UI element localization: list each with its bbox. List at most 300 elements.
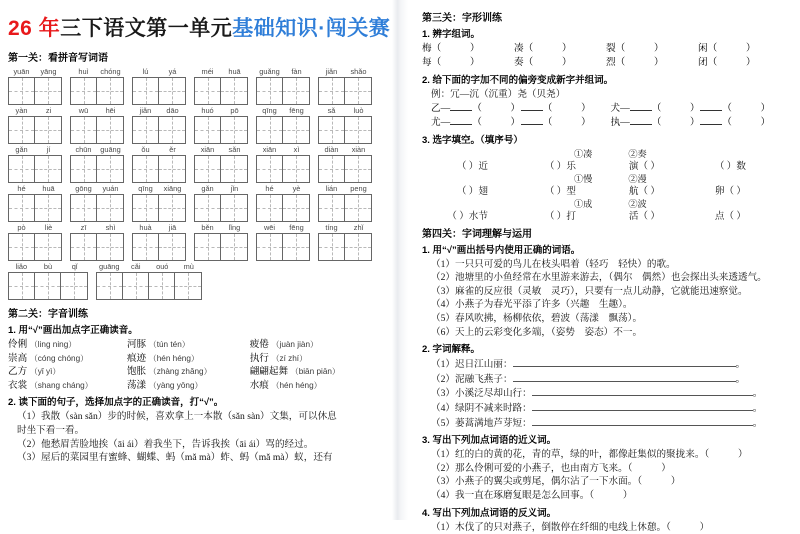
fill-answer-item[interactable]: （ ）水节 <box>422 210 488 223</box>
tianzige-cell[interactable] <box>61 273 87 299</box>
tianzige-cell[interactable] <box>319 156 345 182</box>
explain-item <box>422 372 790 387</box>
pronunciation-options[interactable]: （hén héng） <box>149 354 200 363</box>
fill-answer-item[interactable]: 航（ ） <box>576 185 660 198</box>
explain-item <box>422 416 790 431</box>
synonym-item[interactable]: （2）那么伶俐可爱的小燕子，也由南方飞来。（ ） <box>422 462 790 476</box>
pinyin-syllable: xì <box>283 144 310 155</box>
answer-blank[interactable] <box>450 102 472 111</box>
pinyin-word-group <box>8 261 88 300</box>
fill-option-row <box>422 148 790 160</box>
radical-base-char: 尤— <box>431 117 450 128</box>
synonym-item[interactable]: （4）我一直在琢磨复眼是怎么回事。（ ） <box>422 489 790 503</box>
tianzige-cell[interactable] <box>97 195 123 221</box>
pronunciation-options[interactable]: （biān piān） <box>291 367 341 376</box>
character-fill-groups <box>422 148 790 223</box>
tianzige-cell[interactable] <box>221 117 247 143</box>
pronunciation-options[interactable]: （hén héng） <box>271 381 322 390</box>
tianzige-box-group[interactable] <box>70 194 124 222</box>
tianzige-box-group[interactable] <box>96 272 202 300</box>
tianzige-box-group[interactable] <box>318 194 372 222</box>
answer-blank[interactable] <box>630 116 652 125</box>
answer-blank[interactable] <box>532 401 753 411</box>
distinguish-item[interactable]: 烈（ ） <box>606 56 698 70</box>
tianzige-cell[interactable] <box>345 156 371 182</box>
pinyin-syllable: fēng <box>283 105 310 116</box>
tianzige-cell[interactable] <box>97 156 123 182</box>
word-choice-item[interactable]: （4）小燕子为春光平添了许多（兴趣 生趣）。 <box>422 298 790 312</box>
tianzige-cell[interactable] <box>345 195 371 221</box>
tianzige-cell[interactable] <box>319 234 345 260</box>
tianzige-cell[interactable] <box>97 78 123 104</box>
distinguish-item[interactable]: 奏（ ） <box>514 56 606 70</box>
level3-q3-title: 3. 选字填空。（填序号） <box>422 132 790 146</box>
pinyin-word-group <box>70 222 124 261</box>
radical-item[interactable] <box>611 116 701 130</box>
word-choice-item[interactable]: （3）麻雀的反应很（灵敏 灵巧），只要有一点儿动静，它就能迅速察觉。 <box>422 285 790 299</box>
tianzige-cell[interactable] <box>283 234 309 260</box>
antonym-item[interactable]: （1）木伐了的只对燕子，倒散停在纤细的电线上休憩。（ ） <box>422 521 790 534</box>
tianzige-box-group[interactable] <box>70 233 124 261</box>
tianzige-box-group[interactable] <box>256 116 310 144</box>
distinguish-item[interactable]: 凑（ ） <box>514 42 606 56</box>
pronunciation-options[interactable]: （zí zhí） <box>271 354 307 363</box>
answer-blank[interactable] <box>513 372 736 382</box>
tianzige-cell[interactable] <box>319 78 345 104</box>
pinyin-syllable: sǎn <box>221 144 248 155</box>
pinyin-syllable: yuán <box>97 183 124 194</box>
pinyin-row <box>8 183 384 222</box>
tianzige-cell[interactable] <box>133 117 159 143</box>
pinyin-syllable: ǒu <box>132 144 159 155</box>
pronunciation-options[interactable]: （tún tén） <box>149 340 190 349</box>
pinyin-label-row <box>70 183 124 194</box>
tianzige-box-group[interactable] <box>256 233 310 261</box>
tianzige-box-group[interactable] <box>132 116 186 144</box>
pinyin-label-row <box>132 183 186 194</box>
tianzige-cell[interactable] <box>195 195 221 221</box>
tianzige-box-group[interactable] <box>70 77 124 105</box>
tianzige-cell[interactable] <box>345 78 371 104</box>
tianzige-box-group[interactable] <box>194 116 248 144</box>
tianzige-box-group[interactable] <box>194 77 248 105</box>
answer-blank[interactable] <box>513 357 736 367</box>
tianzige-box-group[interactable] <box>318 155 372 183</box>
pinyin-syllable: yè <box>283 183 310 194</box>
level-2-heading: 第二关：字音训练 <box>8 305 384 320</box>
pronunciation-item[interactable] <box>8 379 127 393</box>
answer-blank[interactable] <box>450 116 472 125</box>
pronunciation-item[interactable] <box>250 352 384 366</box>
pinyin-word-group <box>132 222 186 261</box>
fill-option-2: ②漫 <box>628 174 646 184</box>
fill-option-1: ①凑 <box>574 149 592 159</box>
pronunciation-row <box>8 338 384 352</box>
word-choice-item[interactable]: （1）一只只可爱的鸟儿在枝头唱着（轻巧 轻快）的歌。 <box>422 258 790 272</box>
tianzige-box-group[interactable] <box>318 116 372 144</box>
tianzige-cell[interactable] <box>175 273 201 299</box>
pinyin-syllable: hēi <box>97 105 124 116</box>
tianzige-cell[interactable] <box>195 156 221 182</box>
distinguish-row <box>422 56 790 70</box>
distinguish-item[interactable]: 梅（ ） <box>422 42 514 56</box>
level-1-heading: 第一关：看拼音写词语 <box>8 49 384 64</box>
level2-q1-title: 1. 用“√”画出加点字正确读音。 <box>8 322 384 336</box>
tianzige-cell[interactable] <box>97 234 123 260</box>
pinyin-word-group <box>194 222 248 261</box>
tianzige-cell[interactable] <box>133 195 159 221</box>
radical-base-char: 乙— <box>431 103 450 114</box>
fill-answer-item[interactable]: （ ）近 <box>422 160 488 173</box>
fill-answer-item[interactable]: 点（ ） <box>660 210 746 223</box>
tianzige-cell[interactable] <box>9 234 35 260</box>
radical-item[interactable] <box>431 102 521 116</box>
pinyin-syllable: guǎng <box>256 66 283 77</box>
tianzige-box-group[interactable] <box>194 194 248 222</box>
pronunciation-options[interactable]: （shang cháng） <box>30 381 93 390</box>
period-mark: 。 <box>736 374 746 385</box>
tianzige-cell[interactable] <box>221 156 247 182</box>
word-paren[interactable]: （ ） <box>652 117 700 128</box>
tianzige-cell[interactable] <box>35 117 61 143</box>
tianzige-box-group[interactable] <box>8 194 62 222</box>
tianzige-box-group[interactable] <box>132 194 186 222</box>
answer-blank[interactable] <box>521 116 543 125</box>
word-paren[interactable]: （ ） <box>722 117 770 128</box>
pinyin-word-group <box>318 144 372 183</box>
pinyin-word-group <box>132 144 186 183</box>
tianzige-cell[interactable] <box>257 156 283 182</box>
word-choice-item[interactable]: （6）天上的云彩变化多端，（姿势 姿态）不一。 <box>422 326 790 340</box>
answer-blank[interactable] <box>532 416 753 426</box>
radical-item[interactable] <box>611 102 701 116</box>
pronunciation-item[interactable] <box>8 338 127 352</box>
tianzige-cell[interactable] <box>221 195 247 221</box>
radical-item[interactable] <box>431 116 521 130</box>
level3-q1-title: 1. 辨字组词。 <box>422 26 790 40</box>
tianzige-cell[interactable] <box>9 156 35 182</box>
pinyin-label-row <box>8 105 62 116</box>
tianzige-box-group[interactable] <box>8 116 62 144</box>
pinyin-label-row <box>318 105 372 116</box>
tianzige-box-group[interactable] <box>70 116 124 144</box>
pinyin-word-group <box>96 261 202 300</box>
fill-answer-item[interactable]: （ ）型 <box>488 185 576 198</box>
explain-prompt: （2）泥融飞燕子： <box>431 374 513 385</box>
tianzige-box-group[interactable] <box>256 194 310 222</box>
tianzige-cell[interactable] <box>283 195 309 221</box>
explain-prompt: （4）绿阴不减来时路： <box>431 403 532 414</box>
title-subject: 三下语文第一单元 <box>60 17 232 40</box>
tianzige-cell[interactable] <box>319 117 345 143</box>
tianzige-cell[interactable] <box>283 78 309 104</box>
pinyin-syllable: mù <box>176 261 203 272</box>
pinyin-row <box>8 222 384 261</box>
pinyin-label-row <box>194 144 248 155</box>
pinyin-syllable: zī <box>70 222 97 233</box>
fill-answer-row <box>422 210 790 223</box>
distinguish-item[interactable]: 裂（ ） <box>606 42 698 56</box>
tianzige-cell[interactable] <box>35 156 61 182</box>
tianzige-box-group[interactable] <box>70 155 124 183</box>
tianzige-cell[interactable] <box>319 195 345 221</box>
pronunciation-item[interactable] <box>250 338 384 352</box>
pinyin-syllable: gǎn <box>8 144 35 155</box>
pinyin-syllable: xiāng <box>159 183 186 194</box>
tianzige-box-group[interactable] <box>8 77 62 105</box>
synonym-list <box>422 448 790 502</box>
tianzige-cell[interactable] <box>133 234 159 260</box>
tianzige-cell[interactable] <box>35 234 61 260</box>
level3-q2-title: 2. 给下面的字加不同的偏旁变成新字并组词。 <box>422 72 790 86</box>
explain-item <box>422 357 790 372</box>
pinyin-writing-grid <box>8 66 384 300</box>
pronunciation-options[interactable]: （cóng chóng） <box>30 354 89 363</box>
pinyin-word-group <box>132 66 186 105</box>
fill-answer-item[interactable]: 演（ ） <box>576 160 660 173</box>
answer-blank[interactable] <box>700 102 722 111</box>
pronunciation-options[interactable]: （juàn jiàn） <box>271 340 318 349</box>
pinyin-label-row <box>256 105 310 116</box>
tianzige-box-group[interactable] <box>318 77 372 105</box>
level4-q1-title: 1. 用“√”画出括号内使用正确的词语。 <box>422 242 790 256</box>
paren-close: ） <box>441 57 479 68</box>
pinyin-label-row <box>194 66 248 77</box>
tianzige-cell[interactable] <box>9 273 35 299</box>
tianzige-box-group[interactable] <box>256 155 310 183</box>
page-title <box>8 12 384 42</box>
pinyin-label-row <box>194 222 248 233</box>
word-paren[interactable]: （ ） <box>543 117 591 128</box>
right-page-column <box>408 0 800 520</box>
radical-item[interactable] <box>700 102 790 116</box>
pronunciation-word: 崇高 <box>8 353 27 364</box>
pinyin-syllable: pō <box>221 105 248 116</box>
tianzige-box-group[interactable] <box>318 233 372 261</box>
answer-blank[interactable] <box>700 116 722 125</box>
answer-blank[interactable] <box>521 102 543 111</box>
paren-close: ） <box>441 43 479 54</box>
distinguish-row <box>422 42 790 56</box>
pinyin-syllable: diàn <box>318 144 345 155</box>
pinyin-label-row <box>256 183 310 194</box>
title-highlight: 基础知识·闯关赛 <box>232 17 390 40</box>
tianzige-cell[interactable] <box>97 117 123 143</box>
fill-answer-item[interactable]: 活（ ） <box>576 210 660 223</box>
pinyin-word-group <box>318 66 372 105</box>
tianzige-cell[interactable] <box>221 234 247 260</box>
radical-item[interactable] <box>521 116 611 130</box>
pinyin-row <box>8 66 384 105</box>
pronunciation-item[interactable] <box>127 379 250 393</box>
level4-q4-title: 4. 写出下列加点词语的反义词。 <box>422 505 790 519</box>
fill-answer-item[interactable]: （ ）翅 <box>422 185 488 198</box>
pinyin-syllable: lián <box>318 183 345 194</box>
pronunciation-word: 疲倦 <box>250 339 269 350</box>
pinyin-syllable: ěr <box>159 144 186 155</box>
pinyin-syllable: liè <box>35 222 62 233</box>
pinyin-syllable: méi <box>194 66 221 77</box>
tianzige-box-group[interactable] <box>194 233 248 261</box>
pinyin-syllable: shǎo <box>345 66 372 77</box>
pinyin-label-row <box>70 222 124 233</box>
tianzige-cell[interactable] <box>345 117 371 143</box>
level3-q2-example: 例：冗—沉（沉重）尧（贝尧） <box>422 88 790 102</box>
synonym-item[interactable]: （3）小燕子的翼尖或剪尾，偶尔沾了一下水面。（ ） <box>422 475 790 489</box>
pinyin-label-row <box>318 222 372 233</box>
pinyin-syllable: cǎi <box>123 261 150 272</box>
pinyin-word-group <box>318 105 372 144</box>
word-choice-item[interactable]: （2）池塘里的小鱼经常在水里游来游去，（偶尔 偶然）也会探出头来透透气。 <box>422 271 790 285</box>
tianzige-cell[interactable] <box>159 78 185 104</box>
pinyin-syllable: huā <box>221 66 248 77</box>
tianzige-cell[interactable] <box>257 78 283 104</box>
word-paren[interactable]: （ ） <box>472 103 520 114</box>
tianzige-cell[interactable] <box>9 78 35 104</box>
pinyin-syllable: bù <box>35 261 62 272</box>
tianzige-cell[interactable] <box>35 195 61 221</box>
tianzige-cell[interactable] <box>35 273 61 299</box>
pronunciation-item[interactable] <box>127 338 250 352</box>
tianzige-cell[interactable] <box>149 273 175 299</box>
pronunciation-item[interactable] <box>250 365 384 379</box>
pronunciation-sentence[interactable]: （1）我散（sàn sǎn）步的时候，喜欢拿上一本散（sǎn sàn）文集，可以休息 <box>8 410 384 424</box>
tianzige-box-group[interactable] <box>8 272 88 300</box>
pinyin-syllable: qīng <box>256 105 283 116</box>
tianzige-cell[interactable] <box>159 117 185 143</box>
radical-row <box>422 116 790 130</box>
answer-blank[interactable] <box>630 102 652 111</box>
pinyin-label-row <box>194 183 248 194</box>
pinyin-syllable: pò <box>8 222 35 233</box>
pronunciation-item[interactable] <box>250 379 384 393</box>
pronunciation-options[interactable]: （zhàng zhǎng） <box>149 367 212 376</box>
tianzige-box-group[interactable] <box>132 233 186 261</box>
antonym-list <box>422 521 790 534</box>
pinyin-label-row <box>132 66 186 77</box>
pinyin-label-row <box>8 66 62 77</box>
pronunciation-word: 执行 <box>250 353 269 364</box>
fill-answer-item[interactable]: （ ）打 <box>488 210 576 223</box>
tianzige-box-group[interactable] <box>132 77 186 105</box>
pronunciation-options[interactable]: （yǐ yì） <box>30 367 61 376</box>
pinyin-syllable: shì <box>97 222 124 233</box>
pronunciation-item[interactable] <box>127 365 250 379</box>
word-choice-item[interactable]: （5）春风吹拂，杨柳依依，碧波（荡漾 飘荡）。 <box>422 312 790 326</box>
radical-item[interactable] <box>700 116 790 130</box>
pronunciation-item[interactable] <box>127 352 250 366</box>
pinyin-word-group <box>256 144 310 183</box>
synonym-item[interactable]: （1）红的白的黄的花，青的草，绿的叶，都像赶集似的聚拢来。（ ） <box>422 448 790 462</box>
pinyin-label-row <box>132 105 186 116</box>
pronunciation-sentence[interactable]: 时坐下看一看。 <box>8 424 384 438</box>
pronunciation-sentence[interactable]: （2）他愁眉苦脸地挨（āi ái）着我坐下，告诉我挨（āi ái）骂的经过。 <box>8 438 384 452</box>
level4-q2-title: 2. 字词解释。 <box>422 341 790 355</box>
pinyin-syllable: huā <box>35 183 62 194</box>
tianzige-cell[interactable] <box>133 156 159 182</box>
pinyin-syllable: wēi <box>256 222 283 233</box>
pronunciation-word: 水痕 <box>250 380 269 391</box>
tianzige-cell[interactable] <box>71 195 97 221</box>
tianzige-cell[interactable] <box>283 156 309 182</box>
tianzige-cell[interactable] <box>159 195 185 221</box>
tianzige-box-group[interactable] <box>8 233 62 261</box>
pinyin-label-row <box>96 261 202 272</box>
distinguish-item[interactable]: 闭（ ） <box>698 56 790 70</box>
answer-blank[interactable] <box>532 386 753 396</box>
tianzige-cell[interactable] <box>97 273 123 299</box>
fill-answer-item[interactable]: （ ）乐 <box>488 160 576 173</box>
pinyin-syllable: zi <box>35 105 62 116</box>
tianzige-cell[interactable] <box>35 78 61 104</box>
tianzige-cell[interactable] <box>9 117 35 143</box>
pinyin-label-row <box>132 144 186 155</box>
distinguish-item[interactable]: 每（ ） <box>422 56 514 70</box>
pinyin-word-group <box>8 105 62 144</box>
tianzige-cell[interactable] <box>195 234 221 260</box>
tianzige-cell[interactable] <box>159 156 185 182</box>
pronunciation-item[interactable] <box>8 365 127 379</box>
explain-prompt: （5）蒌蒿满地芦芽短： <box>431 418 532 429</box>
tianzige-box-group[interactable] <box>132 155 186 183</box>
tianzige-cell[interactable] <box>345 234 371 260</box>
pronunciation-word: 痕迹 <box>127 353 146 364</box>
tianzige-cell[interactable] <box>71 117 97 143</box>
tianzige-cell[interactable] <box>221 78 247 104</box>
pronunciation-item[interactable] <box>8 352 127 366</box>
fill-answer-row <box>422 160 790 173</box>
tianzige-cell[interactable] <box>123 273 149 299</box>
tianzige-cell[interactable] <box>71 234 97 260</box>
tianzige-cell[interactable] <box>257 195 283 221</box>
pinyin-syllable: jiǎn <box>318 66 345 77</box>
tianzige-cell[interactable] <box>257 234 283 260</box>
tianzige-cell[interactable] <box>159 234 185 260</box>
tianzige-cell[interactable] <box>283 117 309 143</box>
tianzige-box-group[interactable] <box>194 155 248 183</box>
tianzige-cell[interactable] <box>195 117 221 143</box>
word-paren[interactable]: （ ） <box>652 103 700 114</box>
word-paren[interactable]: （ ） <box>543 103 591 114</box>
pinyin-syllable: gǎn <box>194 183 221 194</box>
level-3-heading: 第三关：字形训练 <box>422 9 790 24</box>
pronunciation-sentence[interactable]: （3）屋后的菜园里有蜜蜂、蝴蝶、蚂（mǎ mà）蚱、蚂（mǎ mà）蚁，还有 <box>8 451 384 465</box>
level4-q3-title: 3. 写出下列加点词语的近义词。 <box>422 432 790 446</box>
tianzige-cell[interactable] <box>9 195 35 221</box>
pinyin-row <box>8 261 384 300</box>
word-paren[interactable]: （ ） <box>722 103 770 114</box>
radical-item[interactable] <box>521 102 611 116</box>
pronunciation-options[interactable]: （ling ning） <box>30 340 77 349</box>
radical-base-char: 犬— <box>611 103 630 114</box>
tianzige-cell[interactable] <box>71 78 97 104</box>
pinyin-syllable: zhǐ <box>345 222 372 233</box>
pinyin-word-group <box>70 105 124 144</box>
tianzige-cell[interactable] <box>71 156 97 182</box>
word-paren[interactable]: （ ） <box>472 117 520 128</box>
tianzige-box-group[interactable] <box>8 155 62 183</box>
fill-answer-item[interactable]: 卵（ ） <box>660 185 746 198</box>
tianzige-cell[interactable] <box>133 78 159 104</box>
fill-answer-item[interactable]: （ ）数 <box>660 160 746 173</box>
pronunciation-options[interactable]: （yàng yōng） <box>149 381 203 390</box>
tianzige-box-group[interactable] <box>256 77 310 105</box>
pinyin-label-row <box>256 144 310 155</box>
tianzige-cell[interactable] <box>195 78 221 104</box>
tianzige-cell[interactable] <box>257 117 283 143</box>
paren-close: ） <box>625 43 663 54</box>
distinguish-item[interactable]: 闲（ ） <box>698 42 790 56</box>
